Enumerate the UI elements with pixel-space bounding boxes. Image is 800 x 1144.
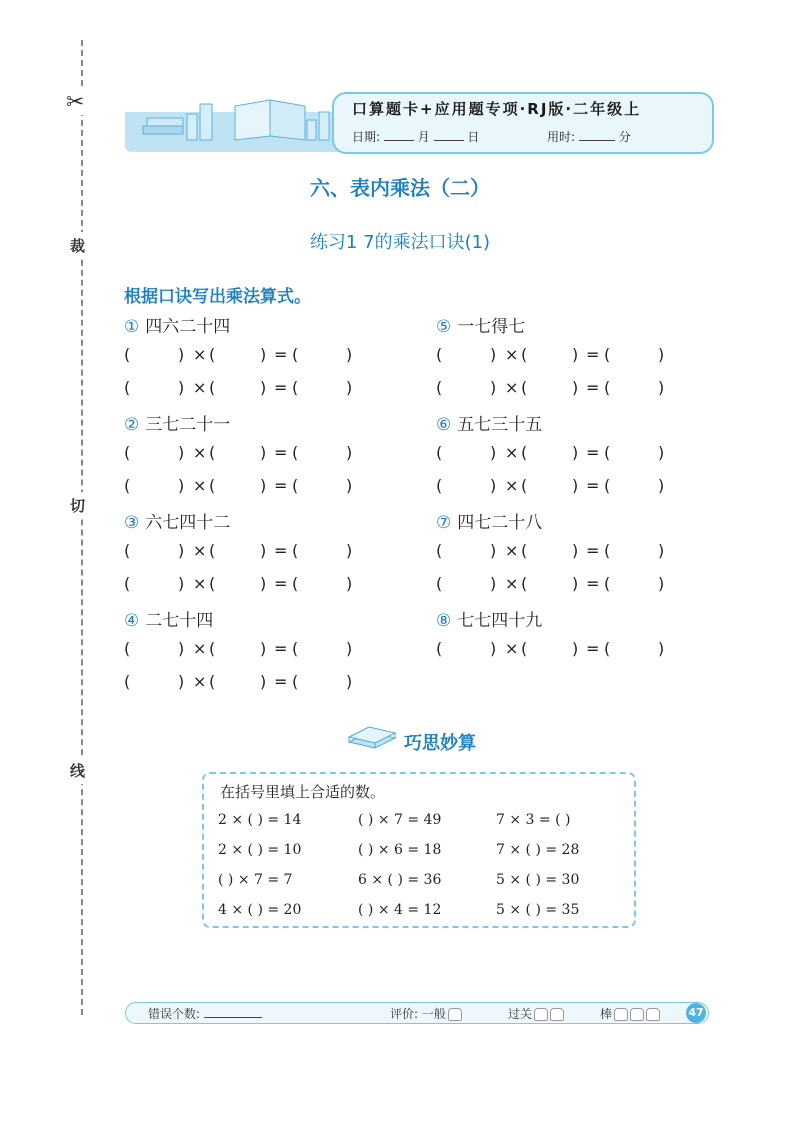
problem-title: ⑥ 五七三十五 — [436, 415, 543, 435]
eq-right-paren: ) — [490, 574, 497, 593]
bonus-equation[interactable]: ( ) × 6 = 18 — [358, 842, 442, 858]
eq-right-paren: ) — [572, 574, 579, 593]
eq-right-paren: ) — [490, 443, 497, 462]
bonus-equation[interactable]: 7 × 3 = ( ) — [496, 812, 571, 828]
eq-left-paren: ( — [521, 541, 528, 560]
eq-right-paren: ) — [346, 574, 353, 593]
eq-right-paren: ) — [178, 672, 185, 691]
eq-left-paren: ( — [209, 574, 216, 593]
header-meta — [352, 128, 631, 145]
times-sign: × — [193, 345, 207, 364]
eq-left-paren: ( — [604, 574, 611, 593]
eq-left-paren: ( — [521, 443, 528, 462]
minute-label: 分 — [618, 130, 631, 144]
month-label: 月 — [417, 130, 430, 144]
eq-left-paren: ( — [604, 541, 611, 560]
bonus-equation[interactable]: ( ) × 4 = 12 — [358, 902, 442, 918]
eq-left-paren: ( — [124, 672, 131, 691]
eq-left-paren: ( — [124, 345, 131, 364]
times-sign: × — [505, 574, 519, 593]
eq-left-paren: ( — [292, 345, 299, 364]
times-sign: × — [193, 378, 207, 397]
eq-left-paren: ( — [209, 345, 216, 364]
equals-sign: = — [274, 639, 288, 658]
eq-left-paren: ( — [292, 672, 299, 691]
eq-left-paren: ( — [124, 378, 131, 397]
eq-right-paren: ) — [178, 443, 185, 462]
eq-right-paren: ) — [346, 476, 353, 495]
eq-right-paren: ) — [260, 574, 267, 593]
problem-title: ④ 二七十四 — [124, 611, 214, 631]
eq-right-paren: ) — [490, 476, 497, 495]
eq-left-paren: ( — [521, 476, 528, 495]
error-count: 错误个数: — [148, 1005, 262, 1022]
thumb-icon[interactable] — [630, 1008, 644, 1021]
eq-left-paren: ( — [292, 378, 299, 397]
eq-right-paren: ) — [346, 639, 353, 658]
equals-sign: = — [274, 672, 288, 691]
thumb-icon[interactable] — [550, 1008, 564, 1021]
eq-right-paren: ) — [572, 541, 579, 560]
bonus-equation[interactable]: ( ) × 7 = 7 — [218, 872, 293, 888]
eq-right-paren: ) — [260, 345, 267, 364]
equals-sign: = — [586, 574, 600, 593]
eq-left-paren: ( — [436, 574, 443, 593]
bonus-equation[interactable]: ( ) × 7 = 49 — [358, 812, 442, 828]
eq-right-paren: ) — [658, 574, 665, 593]
rating: 评价: 一般 — [390, 1005, 462, 1022]
equals-sign: = — [586, 345, 600, 364]
eq-right-paren: ) — [260, 443, 267, 462]
eq-right-paren: ) — [178, 345, 185, 364]
eq-right-paren: ) — [260, 476, 267, 495]
equals-sign: = — [586, 541, 600, 560]
eq-left-paren: ( — [124, 541, 131, 560]
section-title: 六、表内乘法（二） — [310, 176, 490, 200]
eq-right-paren: ) — [572, 378, 579, 397]
eq-left-paren: ( — [521, 639, 528, 658]
problem-title: ⑦ 四七二十八 — [436, 513, 543, 533]
eq-right-paren: ) — [490, 345, 497, 364]
equals-sign: = — [274, 378, 288, 397]
thumb-icon[interactable] — [534, 1008, 548, 1021]
bonus-equation[interactable]: 6 × ( ) = 36 — [358, 872, 442, 888]
eq-right-paren: ) — [260, 639, 267, 658]
eq-left-paren: ( — [209, 378, 216, 397]
thumb-icon[interactable] — [614, 1008, 628, 1021]
bonus-title: 巧思妙算 — [404, 733, 476, 754]
problem-title: ③ 六七四十二 — [124, 513, 231, 533]
equals-sign: = — [586, 378, 600, 397]
bonus-equation[interactable]: 7 × ( ) = 28 — [496, 842, 580, 858]
times-sign: × — [193, 672, 207, 691]
equals-sign: = — [274, 541, 288, 560]
eq-left-paren: ( — [209, 443, 216, 462]
eq-right-paren: ) — [260, 378, 267, 397]
eq-left-paren: ( — [292, 476, 299, 495]
times-sign: × — [193, 443, 207, 462]
times-sign: × — [193, 541, 207, 560]
rating-pass: 过关 — [508, 1005, 564, 1022]
cut-mark-1: 裁 — [70, 232, 85, 259]
times-sign: × — [505, 541, 519, 560]
eq-left-paren: ( — [436, 476, 443, 495]
practice-title: 练习1 7的乘法口诀(1) — [309, 232, 491, 253]
eq-right-paren: ) — [260, 541, 267, 560]
eq-left-paren: ( — [209, 476, 216, 495]
books-bottles-illustration — [135, 98, 335, 152]
times-sign: × — [505, 639, 519, 658]
eq-left-paren: ( — [436, 639, 443, 658]
equals-sign: = — [586, 639, 600, 658]
eq-left-paren: ( — [292, 639, 299, 658]
times-sign: × — [505, 443, 519, 462]
problem-title: ① 四六二十四 — [124, 317, 231, 337]
equals-sign: = — [274, 476, 288, 495]
eq-left-paren: ( — [292, 574, 299, 593]
eq-left-paren: ( — [124, 476, 131, 495]
eq-right-paren: ) — [658, 378, 665, 397]
time-label: 用时: — [547, 130, 576, 144]
page-number: 47 — [686, 1003, 706, 1023]
eq-left-paren: ( — [521, 574, 528, 593]
eq-right-paren: ) — [658, 541, 665, 560]
rating-great: 棒 — [600, 1005, 660, 1022]
eq-right-paren: ) — [658, 443, 665, 462]
eq-left-paren: ( — [436, 345, 443, 364]
eq-left-paren: ( — [521, 378, 528, 397]
scissors-icon: ✂ — [66, 90, 85, 115]
eq-left-paren: ( — [604, 476, 611, 495]
eq-right-paren: ) — [178, 476, 185, 495]
cut-mark-2: 切 — [70, 492, 85, 519]
date-label: 日期: — [352, 130, 381, 144]
equals-sign: = — [586, 443, 600, 462]
time-field[interactable] — [579, 129, 615, 141]
equals-sign: = — [274, 443, 288, 462]
problem-title: ② 三七二十一 — [124, 415, 231, 435]
equals-sign: = — [274, 574, 288, 593]
eq-left-paren: ( — [604, 378, 611, 397]
times-sign: × — [193, 574, 207, 593]
eq-left-paren: ( — [124, 574, 131, 593]
eq-right-paren: ) — [490, 378, 497, 397]
bonus-equation[interactable]: 5 × ( ) = 35 — [496, 902, 580, 918]
thumb-icon[interactable] — [646, 1008, 660, 1021]
bonus-equation[interactable]: 5 × ( ) = 30 — [496, 872, 580, 888]
eq-right-paren: ) — [572, 345, 579, 364]
eq-right-paren: ) — [346, 443, 353, 462]
eq-right-paren: ) — [572, 639, 579, 658]
eq-left-paren: ( — [292, 541, 299, 560]
eq-right-paren: ) — [572, 443, 579, 462]
eq-right-paren: ) — [178, 541, 185, 560]
eq-left-paren: ( — [292, 443, 299, 462]
eq-right-paren: ) — [178, 639, 185, 658]
eq-right-paren: ) — [490, 541, 497, 560]
eq-right-paren: ) — [658, 345, 665, 364]
eq-left-paren: ( — [124, 443, 131, 462]
eq-right-paren: ) — [346, 541, 353, 560]
eq-left-paren: ( — [209, 639, 216, 658]
problem-title: ⑤ 一七得七 — [436, 317, 526, 337]
bonus-equation[interactable]: 2 × ( ) = 10 — [218, 842, 302, 858]
times-sign: × — [193, 639, 207, 658]
books-icon — [345, 722, 399, 752]
eq-left-paren: ( — [436, 541, 443, 560]
eq-right-paren: ) — [260, 672, 267, 691]
eq-left-paren: ( — [209, 541, 216, 560]
book-title: 口算题卡+应用题专项·RJ版·二年级上 — [352, 100, 642, 118]
equals-sign: = — [274, 345, 288, 364]
times-sign: × — [505, 378, 519, 397]
bonus-instruction: 在括号里填上合适的数。 — [220, 783, 386, 801]
bonus-equation[interactable]: 2 × ( ) = 14 — [218, 812, 302, 828]
thumb-icon[interactable] — [448, 1008, 462, 1021]
eq-left-paren: ( — [521, 345, 528, 364]
day-label: 日 — [467, 130, 480, 144]
eq-right-paren: ) — [490, 639, 497, 658]
eq-right-paren: ) — [178, 378, 185, 397]
eq-left-paren: ( — [436, 378, 443, 397]
eq-left-paren: ( — [604, 345, 611, 364]
eq-right-paren: ) — [178, 574, 185, 593]
eq-right-paren: ) — [572, 476, 579, 495]
eq-left-paren: ( — [436, 443, 443, 462]
eq-left-paren: ( — [124, 639, 131, 658]
eq-right-paren: ) — [346, 672, 353, 691]
bonus-equation[interactable]: 4 × ( ) = 20 — [218, 902, 302, 918]
eq-left-paren: ( — [604, 639, 611, 658]
eq-left-paren: ( — [604, 443, 611, 462]
times-sign: × — [193, 476, 207, 495]
cut-mark-3: 线 — [70, 757, 85, 784]
eq-right-paren: ) — [346, 345, 353, 364]
times-sign: × — [505, 476, 519, 495]
date-field[interactable] — [384, 129, 414, 141]
day-field[interactable] — [434, 129, 464, 141]
eq-left-paren: ( — [209, 672, 216, 691]
problem-title: ⑧ 七七四十九 — [436, 611, 543, 631]
equals-sign: = — [586, 476, 600, 495]
times-sign: × — [505, 345, 519, 364]
instruction: 根据口诀写出乘法算式。 — [124, 287, 311, 307]
eq-right-paren: ) — [658, 639, 665, 658]
eq-right-paren: ) — [346, 378, 353, 397]
eq-right-paren: ) — [658, 476, 665, 495]
error-count-field[interactable] — [204, 1006, 262, 1018]
